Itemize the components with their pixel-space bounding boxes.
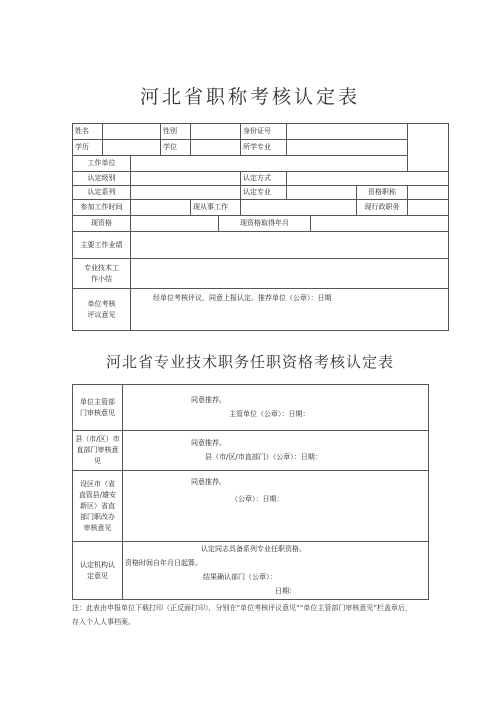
level-value[interactable] bbox=[131, 172, 241, 186]
current-work-value[interactable] bbox=[241, 200, 357, 216]
dept-review-text bbox=[123, 385, 429, 431]
city-review-line1: 同意推荐。 bbox=[191, 478, 226, 486]
authority-opinion-line2: 资格时间自年月日起算。 bbox=[125, 559, 202, 567]
summary-label: 专业技术工作小结 bbox=[73, 259, 131, 289]
county-review-line1: 同意推荐。 bbox=[191, 439, 226, 447]
work-start-label: 参加工作时间 bbox=[73, 200, 131, 216]
name-value[interactable] bbox=[103, 124, 161, 140]
major-studied-value[interactable] bbox=[287, 140, 408, 156]
method-label: 认定方式 bbox=[241, 172, 287, 186]
footnote: 注：此表由申报单位下载打印（正反面打印），分别在“单位考核评议意见”“单位主管部门审核意见”栏盖章后，存入个人人事档案。 bbox=[72, 604, 413, 626]
current-qualification-value[interactable] bbox=[131, 216, 219, 232]
work-unit-label: 工作单位 bbox=[73, 156, 131, 172]
county-review-text bbox=[123, 431, 429, 471]
gender-value[interactable] bbox=[191, 124, 241, 140]
specialty-value[interactable] bbox=[287, 186, 357, 200]
county-review-line2: 县（市/区/市直部门）（公章）：日期： bbox=[205, 453, 322, 461]
gender-label: 性别 bbox=[161, 124, 191, 140]
county-review-label: 县（市/区）市直部门审核意见 bbox=[73, 431, 123, 471]
current-work-label: 现从事工作 bbox=[191, 200, 241, 216]
authority-opinion-label: 认定机构认定意见 bbox=[73, 542, 123, 600]
current-qualification-label: 现资格 bbox=[73, 216, 131, 232]
form2-title: 河北省专业技术职务任职资格考核认定表 bbox=[105, 353, 394, 371]
work-start-value[interactable] bbox=[131, 200, 191, 216]
city-review-line2: （公章）：日期： bbox=[231, 495, 284, 503]
qual-year-label: 现资格取得年月 bbox=[219, 216, 311, 232]
achievements-value[interactable] bbox=[131, 232, 449, 259]
city-review-label: 设区市（省直管县/雄安新区）省直部门职改办审核意见 bbox=[73, 471, 123, 542]
authority-opinion-line3: 结果确认部门（公章）： bbox=[203, 573, 277, 581]
qualification-title-label: 资格职称 bbox=[357, 186, 408, 200]
education-label: 学历 bbox=[73, 140, 103, 156]
qual-year-value[interactable] bbox=[311, 216, 449, 232]
education-value[interactable] bbox=[103, 140, 161, 156]
summary-value[interactable] bbox=[131, 259, 449, 289]
appraisal-table bbox=[72, 123, 449, 331]
id-card-value[interactable] bbox=[287, 124, 408, 140]
current-position-value[interactable] bbox=[408, 200, 449, 216]
specialty-label: 认定专业 bbox=[241, 186, 287, 200]
achievements-label: 主要工作业绩 bbox=[73, 232, 131, 259]
degree-value[interactable] bbox=[191, 140, 241, 156]
authority-opinion-line4: 日期： bbox=[275, 587, 296, 595]
name-label: 姓名 bbox=[73, 124, 103, 140]
qualification-title-value[interactable] bbox=[408, 186, 449, 200]
series-value[interactable] bbox=[131, 186, 241, 200]
authority-opinion-text bbox=[123, 542, 429, 600]
dept-review-line1: 同意推荐。 bbox=[191, 396, 226, 404]
city-review-text bbox=[123, 471, 429, 542]
current-position-label: 现行政职务 bbox=[357, 200, 408, 216]
dept-review-label: 单位主管部门审核意见 bbox=[73, 385, 123, 431]
degree-label: 学位 bbox=[161, 140, 191, 156]
photo-box bbox=[408, 124, 449, 172]
unit-opinion-label: 单位考核评议意见 bbox=[73, 289, 131, 331]
form-title: 河北省职称考核认定表 bbox=[139, 86, 360, 108]
qualification-review-table bbox=[72, 384, 429, 600]
id-card-label: 身份证号 bbox=[241, 124, 287, 140]
major-studied-label: 所学专业 bbox=[241, 140, 287, 156]
unit-opinion-text: 经单位考核评议，同意上报认定。推荐单位（公章）：日期 bbox=[131, 289, 449, 331]
series-label: 认定系列 bbox=[73, 186, 131, 200]
method-value[interactable] bbox=[287, 172, 449, 186]
level-label: 认定级别 bbox=[73, 172, 131, 186]
authority-opinion-line1: 认定同志具备系列专业任职资格。 bbox=[201, 545, 306, 553]
dept-review-line2: 主管单位（公章）：日期： bbox=[229, 410, 310, 418]
work-unit-value[interactable] bbox=[131, 156, 408, 172]
